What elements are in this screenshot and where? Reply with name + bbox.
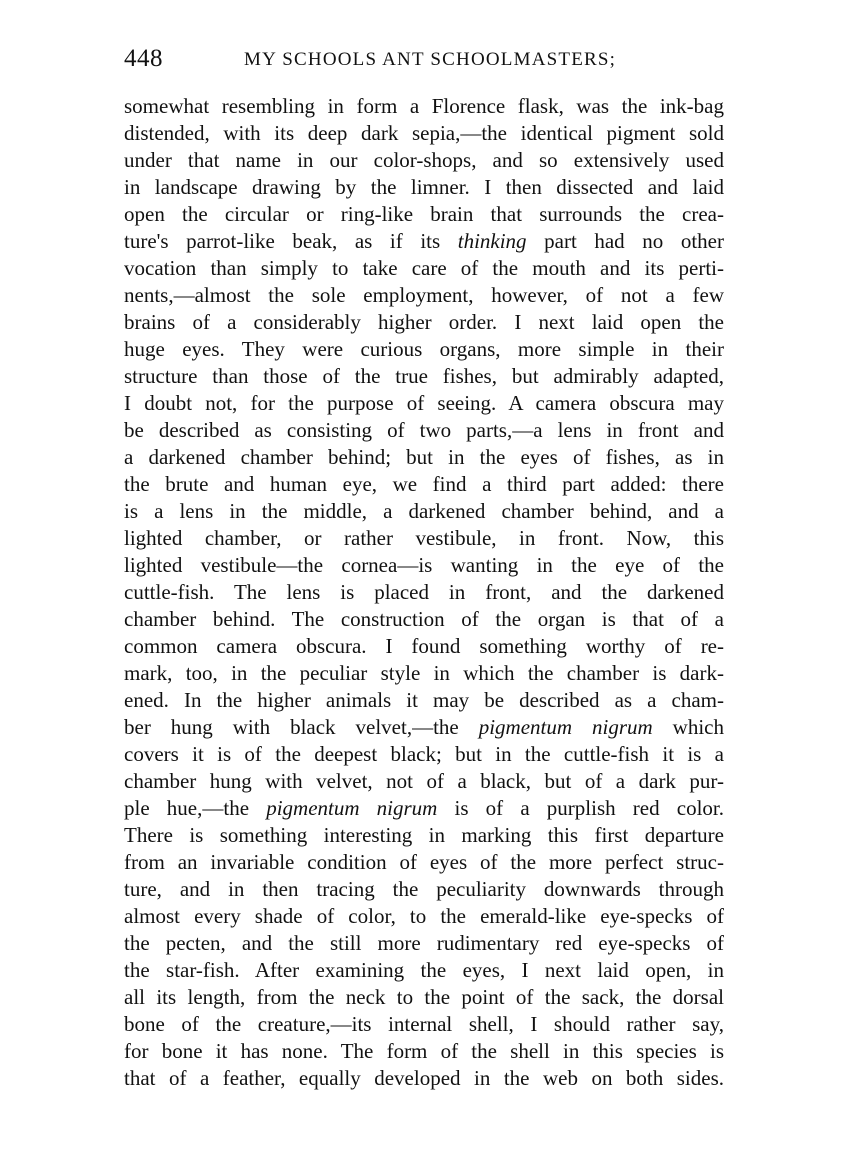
text-line: cuttle-fish. The lens is placed in front, and the darkened	[124, 580, 724, 604]
text-line: the pecten, and the still more rudimentary red eye-specks of	[124, 931, 724, 955]
text-line: open the circular or ring-like brain that surrounds the crea-	[124, 202, 724, 226]
running-title: MY SCHOOLS ANT SCHOOLMASTERS;	[244, 49, 617, 70]
text-line: I doubt not, for the purpose of seeing. A camera obscura may	[124, 391, 724, 415]
text-line: be described as consisting of two parts,—a lens in front and	[124, 418, 724, 442]
text-line: chamber hung with velvet, not of a black, but of a dark pur-	[124, 769, 724, 793]
text-line: is a lens in the middle, a darkened chamber behind, and a	[124, 499, 724, 523]
text-line: structure than those of the true fishes, but admirably adapted,	[124, 364, 724, 388]
text-line: huge eyes. They were curious organs, more simple in their	[124, 337, 724, 361]
text-line: ened. In the higher animals it may be described as a cham-	[124, 688, 724, 712]
text-line: There is something interesting in marking this first departure	[124, 823, 724, 847]
text-line: common camera obscura. I found something worthy of re-	[124, 634, 724, 658]
text-line: the brute and human eye, we find a third part added: there	[124, 472, 724, 496]
text-line: all its length, from the neck to the point of the sack, the dorsal	[124, 985, 724, 1009]
text-line: covers it is of the deepest black; but in the cuttle-fish it is a	[124, 742, 724, 766]
text-line: a darkened chamber behind; but in the eyes of fishes, as in	[124, 445, 724, 469]
text-line: ture, and in then tracing the peculiarity downwards through	[124, 877, 724, 901]
text-line: nents,—almost the sole employment, however, of not a few	[124, 283, 724, 307]
body-paragraph	[124, 93, 724, 1092]
page-header	[124, 42, 724, 78]
text-line: the star-fish. After examining the eyes, I next laid open, in	[124, 958, 724, 982]
text-line: vocation than simply to take care of the mouth and its perti-	[124, 256, 724, 280]
text-line: from an invariable condition of eyes of the more perfect struc-	[124, 850, 724, 874]
text-line: almost every shade of color, to the emerald-like eye-specks of	[124, 904, 724, 928]
text-line: chamber behind. The construction of the organ is that of a	[124, 607, 724, 631]
page-number: 448	[124, 45, 163, 72]
text-line: somewhat resembling in form a Florence flask, was the ink-bag	[124, 94, 724, 118]
text-line: mark, too, in the peculiar style in which the chamber is dark-	[124, 661, 724, 685]
text-line: for bone it has none. The form of the shell in this species is	[124, 1039, 724, 1063]
text-line: ber hung with black velvet,—the pigmentum nigrum which	[124, 715, 724, 739]
text-line: ture's parrot-like beak, as if its thinking part had no other	[124, 229, 724, 253]
text-line: under that name in our color-shops, and so extensively used	[124, 148, 724, 172]
text-line: lighted vestibule—the cornea—is wanting in the eye of the	[124, 553, 724, 577]
text-line: in landscape drawing by the limner. I then dissected and laid	[124, 175, 724, 199]
text-line: brains of a considerably higher order. I next laid open the	[124, 310, 724, 334]
text-line: bone of the creature,—its internal shell, I should rather say,	[124, 1012, 724, 1036]
text-line: ple hue,—the pigmentum nigrum is of a purplish red color.	[124, 796, 724, 820]
text-line: lighted chamber, or rather vestibule, in front. Now, this	[124, 526, 724, 550]
text-line: distended, with its deep dark sepia,—the identical pigment sold	[124, 121, 724, 145]
text-line: that of a feather, equally developed in the web on both sides.	[124, 1066, 724, 1090]
